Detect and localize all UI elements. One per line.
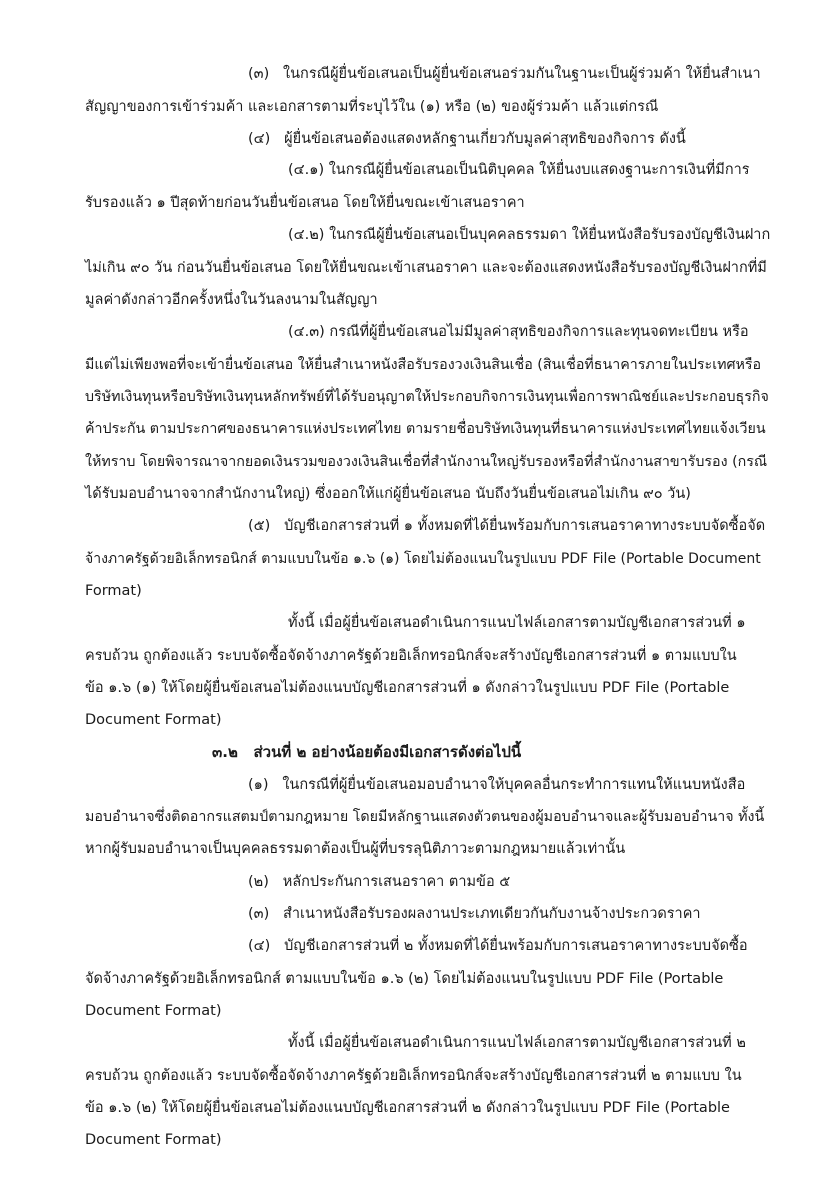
note-2-line-2: ครบถ้วน ถูกต้องแล้ว ระบบจัดซื้อจัดจ้างภาครัฐด้วยอิเล็กทรอนิกส์จะสร้างบัญชีเอกสารส่วนที่ ๒ ตามแบบ ใน (85, 1068, 742, 1084)
paragraph-4-heading: (๔) ผู้ยื่นข้อเสนอต้องแสดงหลักฐานเกี่ยวกับมูลค่าสุทธิของกิจการ ดังนี้ (248, 131, 686, 147)
section-3-2-item-4-line-1: (๔) บัญชีเอกสารส่วนที่ ๒ ทั้งหมดที่ได้ยื่นพร้อมกับการเสนอราคาทางระบบจัดซื้อ (248, 938, 748, 954)
section-3-2-item-1-line-2: มอบอำนาจซึ่งติดอากรแสตมป์ตามกฎหมาย โดยมีหลักฐานแสดงตัวตนของผู้มอบอำนาจและผู้รับมอบอำนาจ ทั้งนี้ (85, 809, 765, 825)
note-1-line-1: ทั้งนี้ เมื่อผู้ยื่นข้อเสนอดำเนินการแนบไฟล์เอกสารตามบัญชีเอกสารส่วนที่ ๑ (288, 615, 746, 631)
section-3-2-item-1-line-1: (๑) ในกรณีที่ผู้ยื่นข้อเสนอมอบอำนาจให้บุคคลอื่นกระทำการแทนให้แนบหนังสือ (248, 777, 746, 793)
paragraph-3-line-1: (๓) ในกรณีผู้ยื่นข้อเสนอเป็นผู้ยื่นข้อเสนอร่วมกันในฐานะเป็นผู้ร่วมค้า ให้ยื่นสำเนา (248, 66, 761, 82)
paragraph-5-line-3: Format) (85, 583, 142, 599)
paragraph-4-3-line-5: ให้ทราบ โดยพิจารณาจากยอดเงินรวมของวงเงินสินเชื่อที่สำนักงานใหญ่รับรองหรือที่สำนักงานสาขารับรอง (กรณี (85, 454, 768, 470)
paragraph-4-1-line-1: (๔.๑) ในกรณีผู้ยื่นข้อเสนอเป็นนิติบุคคล ให้ยื่นงบแสดงฐานะการเงินที่มีการ (288, 162, 750, 178)
paragraph-4-3-line-6: ได้รับมอบอำนาจจากสำนักงานใหญ่) ซึ่งออกให้แก่ผู้ยื่นข้อเสนอ นับถึงวันยื่นข้อเสนอไม่เกิน ๙๐ วัน) (85, 486, 691, 502)
note-1-line-3: ข้อ ๑.๖ (๑) ให้โดยผู้ยื่นข้อเสนอไม่ต้องแนบบัญชีเอกสารส่วนที่ ๑ ดังกล่าวในรูปแบบ PDF File (Portable (85, 680, 730, 696)
paragraph-5-line-1: (๕) บัญชีเอกสารส่วนที่ ๑ ทั้งหมดที่ได้ยื่นพร้อมกับการเสนอราคาทางระบบจัดซื้อจัด (248, 518, 766, 534)
note-1-line-4: Document Format) (85, 712, 222, 728)
paragraph-4-3-line-2: มีแต่ไม่เพียงพอที่จะเข้ายื่นข้อเสนอ ให้ยื่นสำเนาหนังสือรับรองวงเงินสินเชื่อ (สินเชื่อที่ธนาคารภายในประเทศหรือ (85, 357, 762, 373)
section-3-2-item-4-line-2: จัดจ้างภาครัฐด้วยอิเล็กทรอนิกส์ ตามแบบในข้อ ๑.๖ (๒) โดยไม่ต้องแนบในรูปแบบ PDF File (Portable (85, 971, 724, 987)
paragraph-4-2-line-2: ไม่เกิน ๙๐ วัน ก่อนวันยื่นข้อเสนอ โดยให้ยื่นขณะเข้าเสนอราคา และจะต้องแสดงหนังสือรับรองบัญชีเงินฝากที่มี (85, 260, 767, 276)
paragraph-4-2-line-3: มูลค่าดังกล่าวอีกครั้งหนึ่งในวันลงนามในสัญญา (85, 292, 378, 308)
note-1-line-2: ครบถ้วน ถูกต้องแล้ว ระบบจัดซื้อจัดจ้างภาครัฐด้วยอิเล็กทรอนิกส์จะสร้างบัญชีเอกสารส่วนที่ ๑ ตามแบบใน (85, 648, 737, 664)
section-3-2-item-4-line-3: Document Format) (85, 1003, 222, 1019)
paragraph-4-2-line-1: (๔.๒) ในกรณีผู้ยื่นข้อเสนอเป็นบุคคลธรรมดา ให้ยื่นหนังสือรับรองบัญชีเงินฝาก (288, 227, 771, 243)
note-2-line-1: ทั้งนี้ เมื่อผู้ยื่นข้อเสนอดำเนินการแนบไฟล์เอกสารตามบัญชีเอกสารส่วนที่ ๒ (288, 1035, 746, 1051)
paragraph-4-1-line-2: รับรองแล้ว ๑ ปีสุดท้ายก่อนวันยื่นข้อเสนอ โดยให้ยื่นขณะเข้าเสนอราคา (85, 195, 525, 211)
paragraph-5-line-2: จ้างภาครัฐด้วยอิเล็กทรอนิกส์ ตามแบบในข้อ ๑.๖ (๑) โดยไม่ต้องแนบในรูปแบบ PDF File (Portable Document (85, 551, 761, 567)
paragraph-4-3-line-4: ค้าประกัน ตามประกาศของธนาคารแห่งประเทศไทย ตามรายชื่อบริษัทเงินทุนที่ธนาคารแห่งประเทศไทยแจ้งเวียน (85, 421, 766, 437)
paragraph-3-line-2: สัญญาของการเข้าร่วมค้า และเอกสารตามที่ระบุไว้ใน (๑) หรือ (๒) ของผู้ร่วมค้า แล้วแต่กรณี (85, 99, 659, 115)
note-2-line-4: Document Format) (85, 1132, 222, 1148)
section-3-2-item-3: (๓) สำเนาหนังสือรับรองผลงานประเภทเดียวกันกับงานจ้างประกวดราคา (248, 906, 701, 922)
paragraph-4-3-line-3: บริษัทเงินทุนหรือบริษัทเงินทุนหลักทรัพย์ที่ได้รับอนุญาตให้ประกอบกิจการเงินทุนเพื่อการพาณิชย์และประกอบธุรกิจ (85, 389, 769, 405)
section-3-2-item-2: (๒) หลักประกันการเสนอราคา ตามข้อ ๕ (248, 874, 511, 890)
paragraph-4-3-line-1: (๔.๓) กรณีที่ผู้ยื่นข้อเสนอไม่มีมูลค่าสุทธิของกิจการและทุนจดทะเบียน หรือ (288, 324, 749, 340)
section-3-2-item-1-line-3: หากผู้รับมอบอำนาจเป็นบุคคลธรรมดาต้องเป็นผู้ที่บรรลุนิติภาวะตามกฎหมายแล้วเท่านั้น (85, 841, 626, 857)
section-3-2-heading: ๓.๒ ส่วนที่ ๒ อย่างน้อยต้องมีเอกสารดังต่อไปนี้ (212, 743, 522, 761)
note-2-line-3: ข้อ ๑.๖ (๒) ให้โดยผู้ยื่นข้อเสนอไม่ต้องแนบบัญชีเอกสารส่วนที่ ๒ ดังกล่าวในรูปแบบ PDF File (Portable (85, 1100, 730, 1116)
